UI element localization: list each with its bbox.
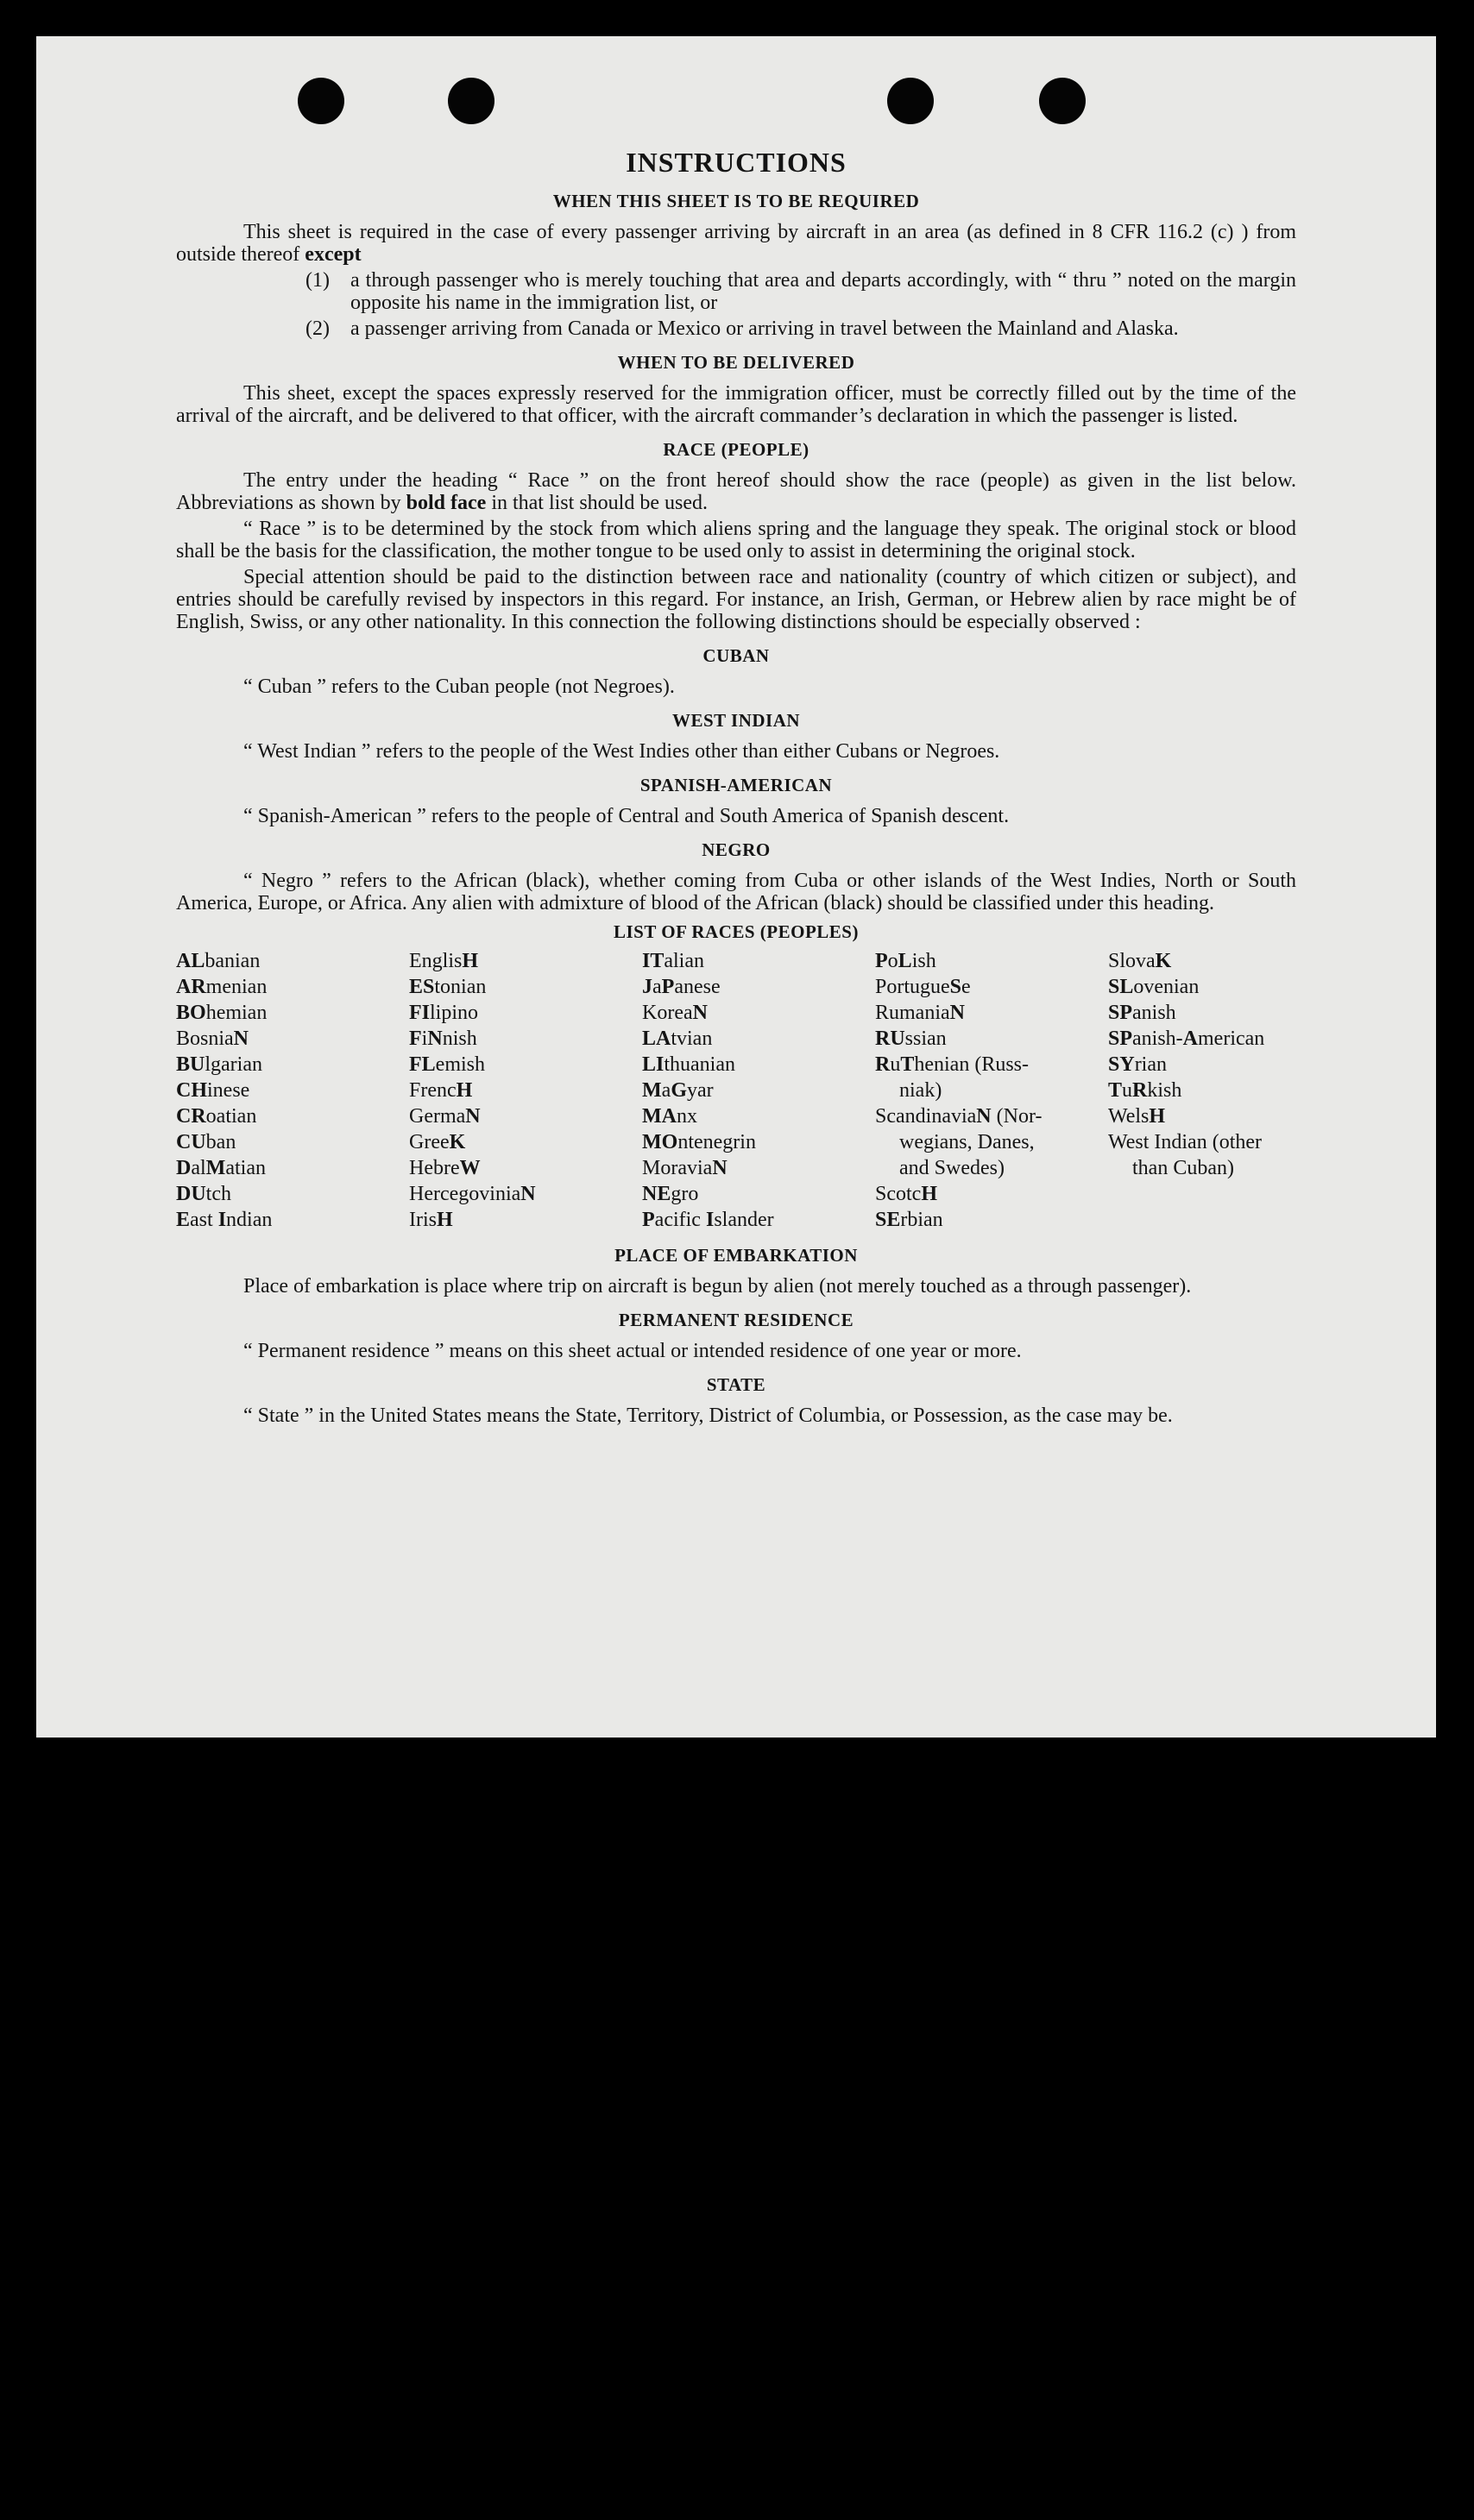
- race-text: tvian: [671, 1027, 713, 1050]
- race-entry: [875, 1026, 1108, 1052]
- race-text: ssian: [904, 1027, 947, 1050]
- race-entry-line: [875, 1026, 1108, 1052]
- exception-item-1: (1) a through passenger who is merely touching that area and departs accordingly, with “ thru ” noted on the margin opposite his name in the immigration list, or: [306, 269, 1296, 314]
- race-text: S: [949, 976, 962, 998]
- heading-state: STATE: [706, 1374, 766, 1395]
- race-entry-line: [642, 974, 875, 1000]
- race-text: oatian: [205, 1105, 257, 1128]
- race-text: rian: [1134, 1053, 1167, 1076]
- race-text: Moravia: [642, 1157, 713, 1179]
- race-text: al: [191, 1157, 206, 1179]
- race-entry-line: [642, 1026, 875, 1052]
- race-entry-line: [409, 974, 642, 1000]
- heading-embarkation: PLACE OF EMBARKATION: [614, 1245, 858, 1266]
- race-text: BU: [176, 1053, 205, 1076]
- race-text: P: [642, 1209, 655, 1231]
- race-text: SP: [1108, 1002, 1133, 1024]
- race-text: (Nor-: [991, 1105, 1043, 1128]
- race-text: BO: [176, 1002, 206, 1024]
- when-delivered-text: This sheet, except the spaces expressly reserved for the immigration officer, must be correctly filled out by the time of the arrival of the aircraft, and be delivered to that officer, with the aircraft commander’s declaration in which the passenger is listed.: [176, 382, 1296, 427]
- race-text: M: [205, 1157, 226, 1179]
- race-entry: [875, 948, 1108, 974]
- race-entry: [409, 1129, 642, 1155]
- race-entry-line: [1108, 1052, 1296, 1078]
- race-entry: [642, 1078, 875, 1103]
- race-entry: [409, 1078, 642, 1103]
- race-text: anish: [1132, 1002, 1176, 1024]
- race-text: lgarian: [205, 1053, 262, 1076]
- race-column: [176, 948, 409, 1233]
- race-text: IT: [642, 950, 665, 972]
- race-list: [176, 948, 1296, 1233]
- race-entry-line: [176, 1103, 409, 1129]
- race-entry-line: [1108, 1155, 1296, 1181]
- race-text: N: [520, 1183, 536, 1205]
- race-text: ovenian: [1133, 976, 1200, 998]
- race-text: E: [176, 1209, 191, 1231]
- race-text: NE: [642, 1183, 671, 1205]
- race-entry-line: [875, 1181, 1108, 1207]
- race-text: tch: [205, 1183, 231, 1205]
- race-entry: [642, 1155, 875, 1181]
- race-entry: [409, 974, 642, 1000]
- race-text: DU: [176, 1183, 206, 1205]
- race-entry: [1108, 1129, 1296, 1181]
- race-text: FL: [409, 1053, 436, 1076]
- race-entry: [1108, 974, 1296, 1000]
- race-text: a: [652, 976, 662, 998]
- race-text: H: [921, 1183, 937, 1205]
- race-text: W: [459, 1157, 481, 1179]
- race-entry-line: [409, 1129, 642, 1155]
- race-entry-line: [409, 948, 642, 974]
- race-text: anish-: [1132, 1027, 1183, 1050]
- residence-text: “ Permanent residence ” means on this sheet actual or intended residence of one year or more.: [243, 1340, 1022, 1362]
- race-entry: [176, 1078, 409, 1103]
- race-text: L: [898, 950, 912, 972]
- race-text: West Indian (other: [1108, 1131, 1263, 1153]
- race-column: [642, 948, 875, 1233]
- punch-hole: [887, 78, 934, 124]
- race-entry: [642, 1207, 875, 1233]
- race-paragraph-1: The entry under the heading “ Race ” on the front hereof should show the race (people) as given in the list below. Abbreviations as shown by bold face in that list should be used.: [176, 469, 1296, 514]
- race-column: [875, 948, 1108, 1233]
- race-text: hemian: [205, 1002, 268, 1024]
- race-text: T: [1108, 1079, 1123, 1102]
- race-entry-line: [409, 1103, 642, 1129]
- race-paragraph-3: Special attention should be paid to the distinction between race and nationality (country of which citizen or subject), and entries should be carefully revised by inspectors in this regard. For instance, an Irish, German, or Hebrew alien by race might be of English, Swiss, or any other nationality. In this connection the following distinctions should be especially observed :: [176, 566, 1296, 633]
- race-entry: [642, 1026, 875, 1052]
- race-text: lipino: [430, 1002, 479, 1024]
- race-entry-line: [409, 1078, 642, 1103]
- negro-text: “ Negro ” refers to the African (black), whether coming from Cuba or other islands of the West Indies, North or South America, Europe, or Africa. Any alien with admixture of blood of the African (black) should be classified under this heading.: [176, 870, 1296, 914]
- race-text: Englis: [409, 950, 463, 972]
- embarkation-text: Place of embarkation is place where trip on aircraft is begun by alien (not merely touched as a through passenger).: [243, 1275, 1192, 1298]
- race-entry: [409, 948, 642, 974]
- race-text: thuanian: [664, 1053, 735, 1076]
- race-entry-line: [409, 1181, 642, 1207]
- race-entry-line: [875, 1155, 1108, 1181]
- race-text: D: [176, 1157, 192, 1179]
- race-entry-line: [176, 1129, 409, 1155]
- race-entry: [1108, 1078, 1296, 1103]
- race-entry: [1108, 1052, 1296, 1078]
- race-entry: [176, 1026, 409, 1052]
- race-entry-line: [875, 948, 1108, 974]
- race-text: MA: [642, 1105, 677, 1128]
- race-entry-line: [409, 1026, 642, 1052]
- race-text: Germa: [409, 1105, 466, 1128]
- race-text: nish: [442, 1027, 477, 1050]
- race-entry-line: [642, 1129, 875, 1155]
- race-text: i: [421, 1027, 428, 1050]
- race-text: ntenegrin: [677, 1131, 756, 1153]
- race-entry-line: [1108, 1078, 1296, 1103]
- race-text: CU: [176, 1131, 206, 1153]
- race-entry-line: [409, 1052, 642, 1078]
- race-entry-line: [1108, 1103, 1296, 1129]
- race-text: menian: [205, 976, 268, 998]
- race-text: Bosnia: [176, 1027, 234, 1050]
- race-entry-line: [875, 1078, 1108, 1103]
- race-text: P: [875, 950, 888, 972]
- race-text: N: [692, 1002, 708, 1024]
- race-entry-line: [1108, 1000, 1296, 1026]
- race-entry: [176, 1155, 409, 1181]
- race-text: N: [976, 1105, 992, 1128]
- document-sheet: [36, 36, 1436, 1738]
- cuban-text: “ Cuban ” refers to the Cuban people (not Negroes).: [243, 676, 675, 698]
- race-entry-line: [875, 1052, 1108, 1078]
- race-text: MO: [642, 1131, 678, 1153]
- race-text: P: [661, 976, 675, 998]
- race-text: R: [1132, 1079, 1148, 1102]
- race-entry-line: [1108, 1026, 1296, 1052]
- race-entry: [642, 1181, 875, 1207]
- race-text: banian: [205, 950, 261, 972]
- race-entry: [176, 1103, 409, 1129]
- race-text: I: [217, 1209, 227, 1231]
- race-entry-line: [642, 1181, 875, 1207]
- race-text: a: [661, 1079, 671, 1102]
- race-entry-line: [642, 1000, 875, 1026]
- race-text: LI: [642, 1053, 665, 1076]
- race-text: emish: [435, 1053, 485, 1076]
- race-entry-line: [409, 1000, 642, 1026]
- race-text: than Cuban): [1132, 1157, 1234, 1179]
- race-text: Scotc: [875, 1183, 922, 1205]
- race-text: Rumania: [875, 1002, 950, 1024]
- page-title: INSTRUCTIONS: [626, 147, 847, 178]
- race-text: rbian: [900, 1209, 943, 1231]
- race-entry-line: [642, 1155, 875, 1181]
- race-entry-line: [875, 1103, 1108, 1129]
- race-text: K: [1155, 950, 1172, 972]
- race-text: H: [456, 1079, 473, 1102]
- race-text: CH: [176, 1079, 207, 1102]
- heading-negro: NEGRO: [702, 839, 771, 860]
- race-text: AR: [176, 976, 206, 998]
- race-entry-line: [642, 1052, 875, 1078]
- race-entry: [409, 1052, 642, 1078]
- race-text: inese: [207, 1079, 250, 1102]
- race-text: K: [449, 1131, 466, 1153]
- heading-spanish-american: SPANISH-AMERICAN: [639, 775, 833, 795]
- race-text: Iris: [409, 1209, 437, 1231]
- race-entry: [875, 1103, 1108, 1181]
- race-text: nx: [676, 1105, 697, 1128]
- west-indian-text: “ West Indian ” refers to the people of the West Indies other than either Cubans or Negroes.: [243, 740, 1000, 763]
- race-text: yar: [686, 1079, 714, 1102]
- race-entry: [176, 974, 409, 1000]
- race-entry-line: [642, 1103, 875, 1129]
- race-entry: [176, 1181, 409, 1207]
- race-text: u: [1122, 1079, 1133, 1102]
- race-text: atian: [225, 1157, 266, 1179]
- race-entry: [409, 1181, 642, 1207]
- heading-race: RACE (PEOPLE): [663, 439, 809, 460]
- race-text: tonian: [434, 976, 487, 998]
- heading-when-delivered: WHEN TO BE DELIVERED: [617, 352, 855, 373]
- race-text: SP: [1108, 1027, 1133, 1050]
- race-entry: [176, 1000, 409, 1026]
- race-text: Portugue: [875, 976, 950, 998]
- race-entry: [176, 1207, 409, 1233]
- race-entry: [875, 1000, 1108, 1026]
- race-text: Slova: [1108, 950, 1156, 972]
- race-text: Scandinavia: [875, 1105, 977, 1128]
- race-text: ish: [911, 950, 936, 972]
- race-text: Hercegovinia: [409, 1183, 521, 1205]
- race-text: Gree: [409, 1131, 450, 1153]
- exception-item-2: (2) a passenger arriving from Canada or Mexico or arriving in travel between the Mainland and Alaska.: [306, 317, 1179, 340]
- race-text: H: [462, 950, 479, 972]
- race-entry: [875, 974, 1108, 1000]
- race-text: gro: [671, 1183, 699, 1205]
- race-column: [409, 948, 642, 1233]
- race-paragraph-2: “ Race ” is to be determined by the stock from which aliens spring and the language they speak. The original stock or blood shall be the basis for the classification, the mother tongue to be used only to assist in determining the original stock.: [176, 518, 1296, 562]
- race-entry: [1108, 948, 1296, 974]
- race-entry-line: [409, 1207, 642, 1233]
- race-entry-line: [176, 1207, 409, 1233]
- race-text: A: [1182, 1027, 1199, 1050]
- race-entry-line: [176, 948, 409, 974]
- race-entry: [176, 948, 409, 974]
- race-entry: [642, 974, 875, 1000]
- state-text: “ State ” in the United States means the State, Territory, District of Columbia, or Possession, as the case may be.: [243, 1405, 1173, 1427]
- race-entry: [642, 1000, 875, 1026]
- race-text: niak): [899, 1079, 942, 1102]
- race-text: Korea: [642, 1002, 693, 1024]
- race-entry-line: [875, 974, 1108, 1000]
- heading-list-of-races: LIST OF RACES (PEOPLES): [614, 921, 859, 942]
- race-entry: [875, 1052, 1108, 1103]
- race-text: ban: [205, 1131, 236, 1153]
- race-text: N: [465, 1105, 481, 1128]
- race-text: N: [427, 1027, 443, 1050]
- race-text: henian (Russ-: [914, 1053, 1030, 1076]
- race-text: alian: [664, 950, 704, 972]
- race-text: N: [233, 1027, 249, 1050]
- race-text: FI: [409, 1002, 430, 1024]
- race-entry: [409, 1026, 642, 1052]
- race-entry-line: [875, 1000, 1108, 1026]
- race-column: [1108, 948, 1296, 1233]
- race-entry-line: [642, 1207, 875, 1233]
- race-entry: [875, 1181, 1108, 1207]
- race-text: wegians, Danes,: [899, 1131, 1035, 1153]
- race-entry-line: [176, 1155, 409, 1181]
- race-text: u: [890, 1053, 901, 1076]
- heading-cuban: CUBAN: [702, 645, 770, 666]
- race-text: Frenc: [409, 1079, 457, 1102]
- race-text: RU: [875, 1027, 905, 1050]
- race-entry-line: [409, 1155, 642, 1181]
- race-text: H: [437, 1209, 453, 1231]
- race-text: N: [712, 1157, 728, 1179]
- race-text: F: [409, 1027, 422, 1050]
- heading-west-indian: WEST INDIAN: [671, 710, 801, 731]
- race-text: LA: [642, 1027, 671, 1050]
- when-required-intro: This sheet is required in the case of every passenger arriving by aircraft in an area (as defined in 8 CFR 116.2 (c) ) from outside thereof except: [176, 221, 1296, 266]
- race-text: o: [887, 950, 898, 972]
- race-text: SY: [1108, 1053, 1135, 1076]
- race-text: T: [900, 1053, 915, 1076]
- race-entry: [642, 948, 875, 974]
- race-text: Wels: [1108, 1105, 1150, 1128]
- race-entry-line: [875, 1129, 1108, 1155]
- race-entry-line: [1108, 948, 1296, 974]
- race-text: acific: [654, 1209, 706, 1231]
- race-entry-line: [176, 1181, 409, 1207]
- race-entry-line: [1108, 1129, 1296, 1155]
- spanish-american-text: “ Spanish-American ” refers to the people of Central and South America of Spanish descent.: [243, 805, 1010, 827]
- race-text: and Swedes): [899, 1157, 1005, 1179]
- race-entry: [176, 1052, 409, 1078]
- race-text: G: [671, 1079, 687, 1102]
- race-text: H: [1149, 1105, 1166, 1128]
- race-entry: [409, 1103, 642, 1129]
- race-text: SL: [1108, 976, 1134, 998]
- race-text: anese: [674, 976, 721, 998]
- race-text: Hebre: [409, 1157, 460, 1179]
- race-entry: [642, 1103, 875, 1129]
- race-text: AL: [176, 950, 205, 972]
- race-entry-line: [642, 948, 875, 974]
- race-text: ES: [409, 976, 435, 998]
- race-text: SE: [875, 1209, 901, 1231]
- instructions-body: [176, 147, 1296, 1427]
- race-entry-line: [875, 1207, 1108, 1233]
- race-text: CR: [176, 1105, 206, 1128]
- race-entry: [409, 1207, 642, 1233]
- heading-residence: PERMANENT RESIDENCE: [618, 1310, 854, 1330]
- race-text: ast: [190, 1209, 218, 1231]
- race-text: slander: [714, 1209, 774, 1231]
- race-entry-line: [176, 974, 409, 1000]
- race-text: R: [875, 1053, 891, 1076]
- punch-hole: [448, 78, 494, 124]
- race-entry: [875, 1207, 1108, 1233]
- punch-hole: [298, 78, 344, 124]
- race-text: merican: [1198, 1027, 1265, 1050]
- race-entry-line: [176, 1000, 409, 1026]
- race-text: e: [961, 976, 971, 998]
- race-entry: [1108, 1103, 1296, 1129]
- race-text: ndian: [226, 1209, 273, 1231]
- heading-when-required: WHEN THIS SHEET IS TO BE REQUIRED: [552, 191, 920, 211]
- race-entry: [642, 1052, 875, 1078]
- race-entry: [642, 1129, 875, 1155]
- race-entry-line: [176, 1026, 409, 1052]
- race-text: J: [642, 976, 652, 998]
- race-text: N: [949, 1002, 965, 1024]
- race-text: M: [642, 1079, 662, 1102]
- race-entry-line: [176, 1078, 409, 1103]
- race-text: kish: [1147, 1079, 1182, 1102]
- race-entry: [176, 1129, 409, 1155]
- race-entry: [1108, 1000, 1296, 1026]
- race-entry: [409, 1155, 642, 1181]
- race-entry-line: [176, 1052, 409, 1078]
- race-entry-line: [642, 1078, 875, 1103]
- race-entry-line: [1108, 974, 1296, 1000]
- punch-hole: [1039, 78, 1086, 124]
- race-entry: [1108, 1026, 1296, 1052]
- race-entry: [409, 1000, 642, 1026]
- race-text: I: [705, 1209, 715, 1231]
